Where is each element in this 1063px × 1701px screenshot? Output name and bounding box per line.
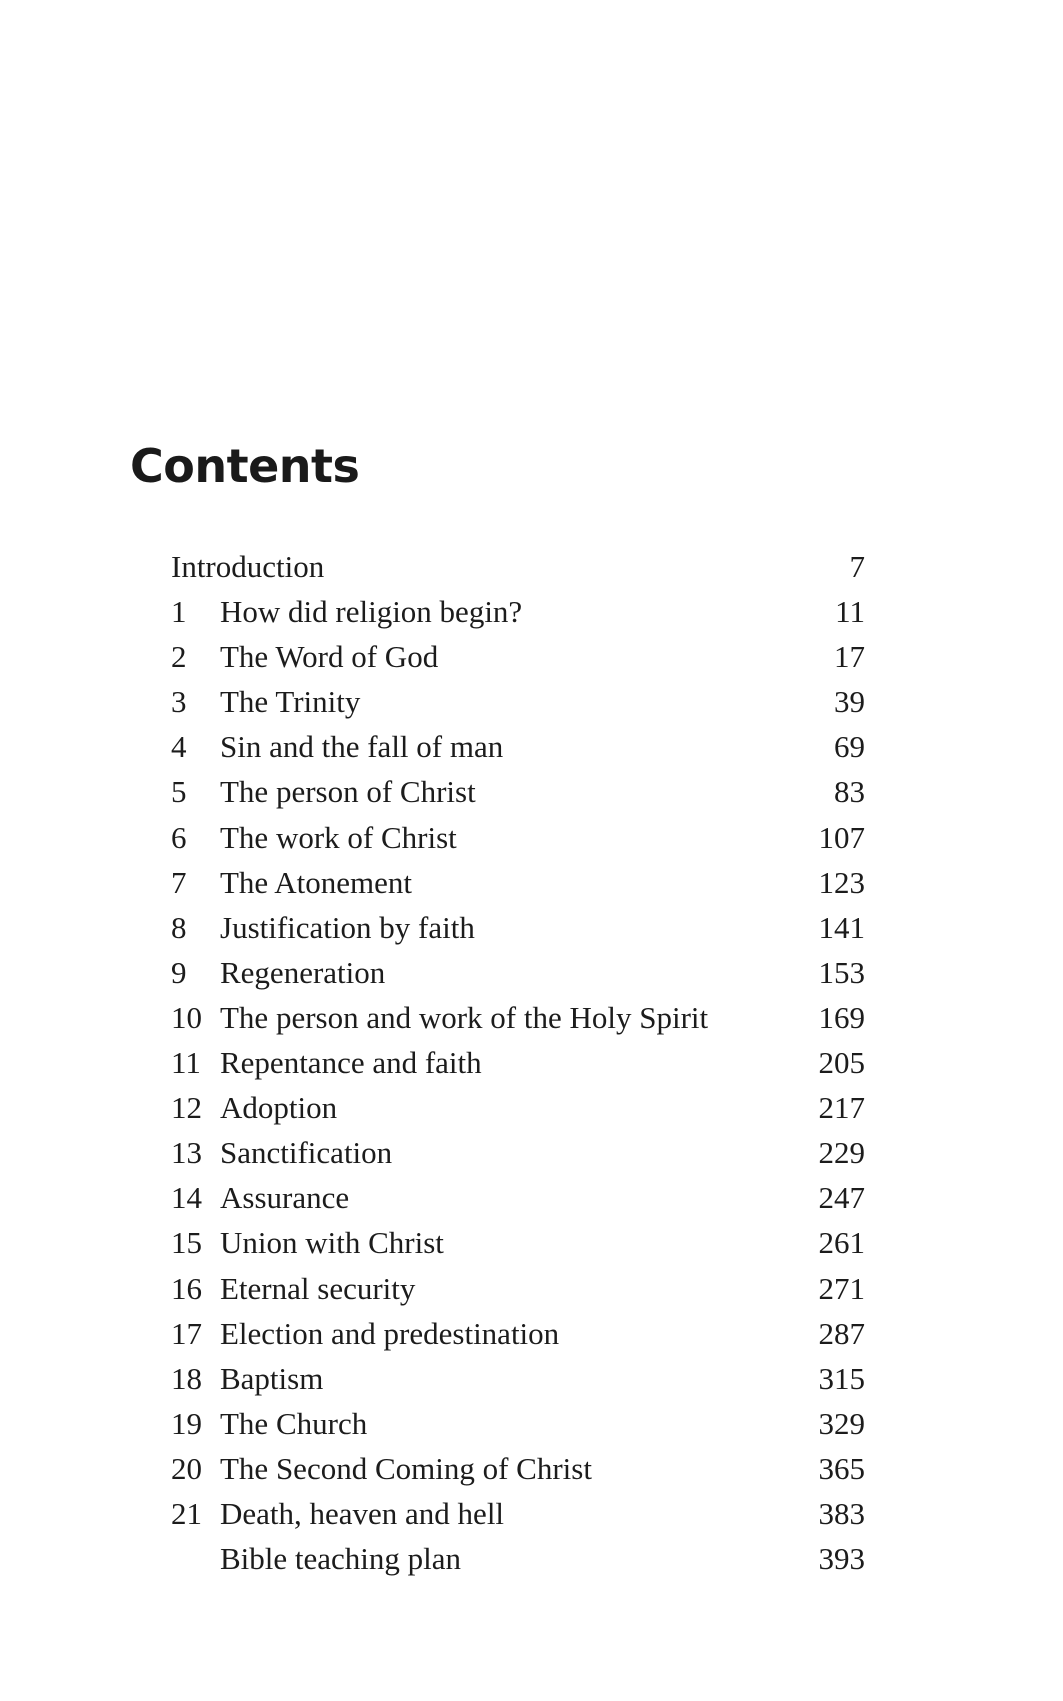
toc-entry-title: Adoption bbox=[220, 1090, 338, 1126]
toc-entry-title: The Word of God bbox=[220, 639, 439, 675]
toc-entry bbox=[171, 1446, 865, 1491]
toc-entry-number: 2 bbox=[171, 639, 187, 675]
toc-entry-title: The Church bbox=[220, 1405, 368, 1441]
toc-entry-title: The Second Coming of Christ bbox=[220, 1450, 592, 1486]
toc-entry-page: 205 bbox=[818, 1045, 865, 1081]
toc-entry bbox=[171, 950, 865, 995]
toc-entry-title: Death, heaven and hell bbox=[220, 1495, 505, 1531]
toc-entry bbox=[171, 1401, 865, 1446]
toc-entry-page: 365 bbox=[818, 1450, 865, 1486]
toc-entry-page: 11 bbox=[835, 594, 865, 630]
toc-entry-title: Sanctification bbox=[220, 1135, 393, 1171]
toc-entry-number: 8 bbox=[171, 909, 187, 945]
toc-entry-number: 10 bbox=[171, 999, 202, 1035]
toc-entry-title: How did religion begin? bbox=[220, 594, 523, 630]
toc-entry-page: 217 bbox=[818, 1090, 865, 1126]
toc-entry-page: 107 bbox=[818, 819, 865, 855]
toc-entry-title: Sin and the fall of man bbox=[220, 729, 504, 765]
toc-entry-title: Regeneration bbox=[220, 954, 386, 990]
toc-entry-page: 153 bbox=[818, 954, 865, 990]
toc-entry-title: The work of Christ bbox=[220, 819, 457, 855]
toc-entry-page: 17 bbox=[834, 639, 865, 675]
toc-entry bbox=[171, 634, 865, 679]
toc-entry bbox=[171, 1311, 865, 1356]
toc-entry bbox=[171, 589, 865, 634]
toc-entry-title: Union with Christ bbox=[220, 1225, 444, 1261]
toc-entry-title: The person and work of the Holy Spirit bbox=[220, 999, 709, 1035]
toc-entry bbox=[171, 905, 865, 950]
toc-entry-page: 261 bbox=[818, 1225, 865, 1261]
toc-entry-number: 6 bbox=[171, 819, 187, 855]
toc-entry bbox=[171, 1356, 865, 1401]
toc-entry-page: 229 bbox=[818, 1135, 865, 1171]
toc-entry-number: 18 bbox=[171, 1360, 202, 1396]
toc-entry-number: 7 bbox=[171, 864, 187, 900]
toc-entry bbox=[171, 769, 865, 814]
toc-entry-bible-teaching-plan bbox=[171, 1536, 865, 1581]
toc-entry-title: Justification by faith bbox=[220, 909, 475, 945]
toc-entry-page: 83 bbox=[834, 774, 865, 810]
toc-entry-number: 15 bbox=[171, 1225, 202, 1261]
toc-entry-introduction bbox=[171, 544, 865, 589]
toc-entry-number: 12 bbox=[171, 1090, 202, 1126]
toc-entry-page: 169 bbox=[818, 999, 865, 1035]
toc-entry-number: 14 bbox=[171, 1180, 202, 1216]
toc-entry-page: 329 bbox=[818, 1405, 865, 1441]
toc-entry bbox=[171, 679, 865, 724]
page-title: Contents bbox=[130, 439, 360, 493]
table-of-contents bbox=[171, 544, 865, 1581]
toc-entry-page: 287 bbox=[818, 1315, 865, 1351]
toc-entry-number: 20 bbox=[171, 1450, 202, 1486]
toc-entry bbox=[171, 995, 865, 1040]
toc-entry-title: Introduction bbox=[171, 549, 325, 584]
toc-entry-title: The Atonement bbox=[220, 864, 412, 900]
toc-entry-page: 271 bbox=[818, 1270, 865, 1306]
toc-entry-number: 13 bbox=[171, 1135, 202, 1171]
toc-entry-number: 3 bbox=[171, 684, 187, 720]
toc-entry-number: 11 bbox=[171, 1045, 201, 1081]
toc-entry bbox=[171, 724, 865, 769]
toc-entry-title: Election and predestination bbox=[220, 1315, 560, 1351]
toc-entry-page: 393 bbox=[818, 1541, 865, 1577]
toc-entry-page: 247 bbox=[818, 1180, 865, 1216]
toc-entry-page: 69 bbox=[834, 729, 865, 765]
toc-entry bbox=[171, 1175, 865, 1220]
toc-entry bbox=[171, 1266, 865, 1311]
toc-entry-title: Repentance and faith bbox=[220, 1045, 482, 1081]
toc-entry bbox=[171, 1220, 865, 1265]
toc-entry-number: 19 bbox=[171, 1405, 202, 1441]
toc-entry bbox=[171, 815, 865, 860]
toc-entry bbox=[171, 1085, 865, 1130]
toc-entry-number: 16 bbox=[171, 1270, 202, 1306]
toc-entry-page: 123 bbox=[818, 864, 865, 900]
toc-entry-title: The person of Christ bbox=[220, 774, 476, 810]
toc-entry-number: 1 bbox=[171, 594, 187, 630]
toc-entry-title: The Trinity bbox=[220, 684, 361, 720]
toc-entry-number: 4 bbox=[171, 729, 187, 765]
toc-entry-page: 315 bbox=[818, 1360, 865, 1396]
toc-entry-page: 141 bbox=[818, 909, 865, 945]
toc-entry-number: 9 bbox=[171, 954, 187, 990]
toc-entry-title: Eternal security bbox=[220, 1270, 416, 1306]
toc-entry bbox=[171, 1491, 865, 1536]
toc-entry-page: 383 bbox=[818, 1495, 865, 1531]
toc-entry-page: 7 bbox=[849, 549, 865, 584]
toc-entry bbox=[171, 1130, 865, 1175]
toc-entry-title: Bible teaching plan bbox=[220, 1541, 462, 1577]
toc-entry bbox=[171, 1040, 865, 1085]
toc-entry-page: 39 bbox=[834, 684, 865, 720]
toc-entry-number: 17 bbox=[171, 1315, 202, 1351]
toc-entry-title: Assurance bbox=[220, 1180, 350, 1216]
toc-entry-number: 21 bbox=[171, 1495, 202, 1531]
toc-entry-title: Baptism bbox=[220, 1360, 324, 1396]
toc-entry bbox=[171, 860, 865, 905]
toc-entry-number: 5 bbox=[171, 774, 187, 810]
